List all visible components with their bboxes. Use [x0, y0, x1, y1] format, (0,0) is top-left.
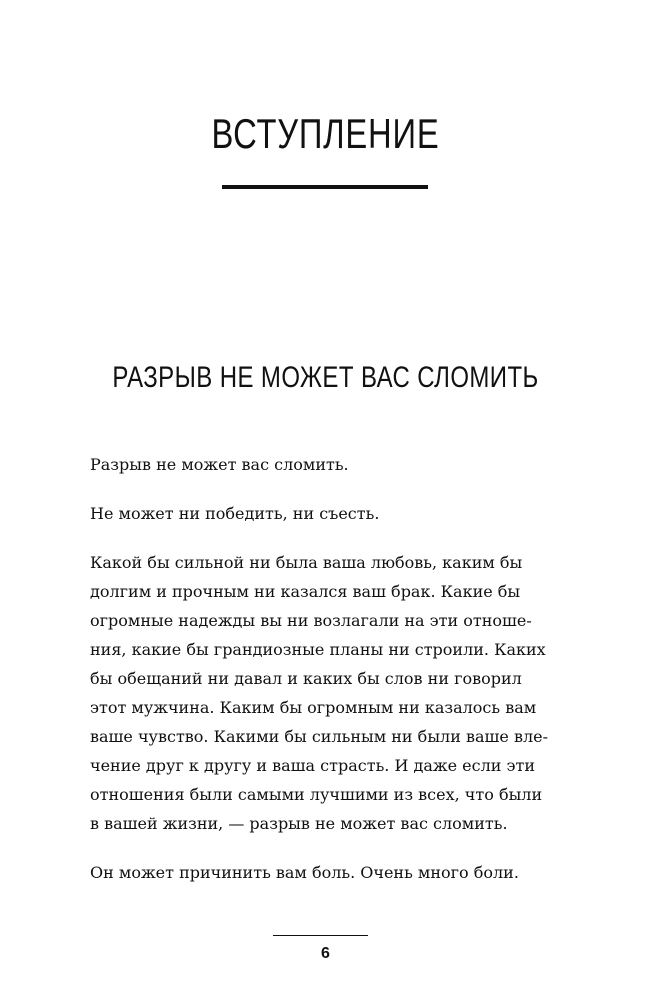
footer-rule: [273, 935, 368, 936]
paragraph: [90, 450, 568, 479]
text-line: Разрыв не может вас сломить.: [90, 455, 349, 474]
paragraph: [90, 499, 568, 528]
text-line: этот мужчина. Каким бы огромным ни казалось вам: [90, 698, 537, 717]
paragraph: [90, 858, 568, 887]
text-line: чение друг к другу и ваша страсть. И даже если эти: [90, 756, 535, 775]
text-line: Он может причинить вам боль. Очень много боли.: [90, 863, 519, 882]
title-underline: [222, 185, 428, 189]
text-line: отношения были самыми лучшими из всех, что были: [90, 785, 543, 804]
section-title: РАЗРЫВ НЕ МОЖЕТ ВАС СЛОМИТЬ: [112, 361, 539, 394]
page-number: 6: [321, 945, 330, 962]
text-line: Какой бы сильной ни была ваша любовь, каким бы: [90, 553, 523, 572]
paragraph: [90, 548, 568, 838]
text-line: бы обещаний ни давал и каких бы слов ни говорил: [90, 669, 522, 688]
text-line: ваше чувство. Какими бы сильным ни были ваше вле-: [90, 727, 548, 746]
body-text: [90, 450, 568, 907]
text-line: в вашей жизни, — разрыв не может вас сломить.: [90, 814, 508, 833]
text-line: долгим и прочным ни казался ваш брак. Какие бы: [90, 582, 521, 601]
chapter-title: ВСТУПЛЕНИЕ: [211, 110, 440, 157]
text-line: ния, какие бы грандиозные планы ни строили. Каких: [90, 640, 546, 659]
text-line: Не может ни победить, ни съесть.: [90, 504, 380, 523]
text-line: огромные надежды вы ни возлагали на эти отноше-: [90, 611, 532, 630]
